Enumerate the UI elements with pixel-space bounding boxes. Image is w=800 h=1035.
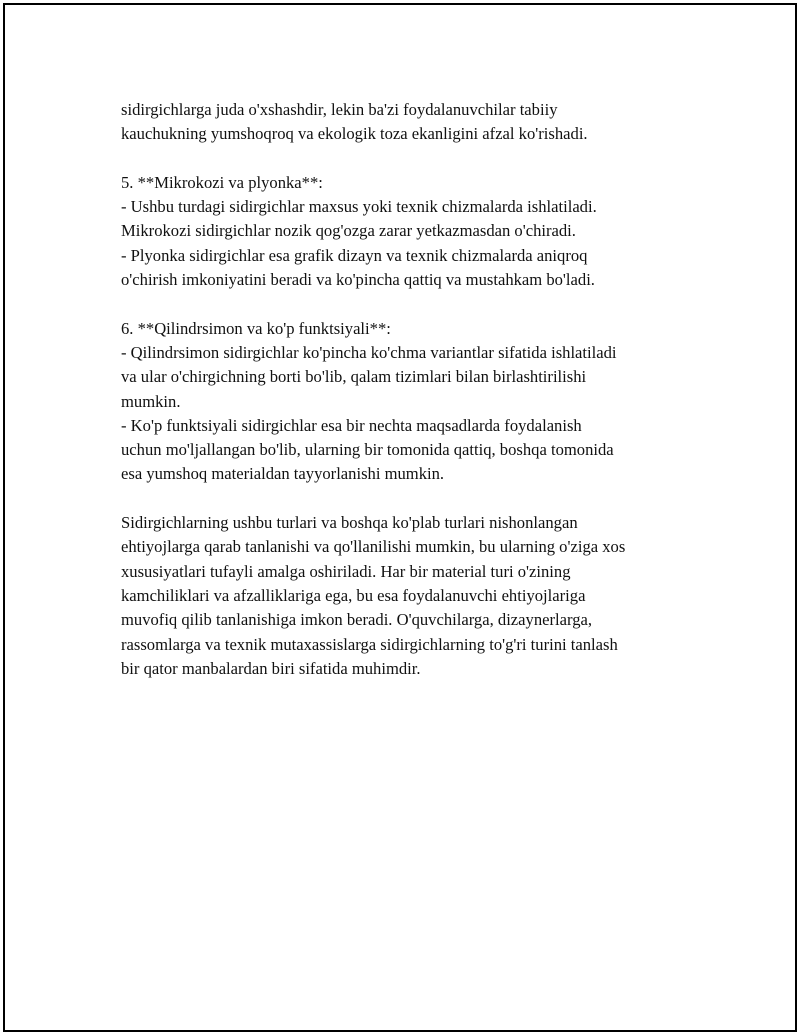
page-frame [3, 3, 797, 1032]
conclusion-paragraph [121, 511, 691, 681]
intro-paragraph [121, 98, 691, 147]
text-line: sidirgichlarga juda o'xshashdir, lekin ba'zi foydalanuvchilar tabiiy [121, 100, 558, 119]
section-5 [121, 171, 691, 292]
paragraph-spacer [121, 292, 691, 316]
text-line: ehtiyojlarga qarab tanlanishi va qo'llanilishi mumkin, bu ularning o'ziga xos [121, 537, 626, 557]
text-line: Mikrokozi sidirgichlar nozik qog'ozga zarar yetkazmasdan o'chiradi. [121, 221, 576, 241]
text-line: bir qator manbalardan biri sifatida muhimdir. [121, 658, 421, 678]
text-line: kamchiliklari va afzalliklariga ega, bu esa foydalanuvchi ehtiyojlariga [121, 585, 586, 605]
text-line: Sidirgichlarning ushbu turlari va boshqa ko'plab turlari nishonlangan [121, 513, 578, 533]
text-line: muvofiq qilib tanlanishiga imkon beradi. O'quvchilarga, dizaynerlarga, [121, 610, 593, 630]
text-line: va ular o'chirgichning borti bo'lib, qalam tizimlari bilan birlashtirilishi [121, 367, 587, 387]
text-line: kauchukning yumshoqroq va ekologik toza ekanligini afzal ko'rishadi. [121, 124, 588, 144]
text-line: - Ushbu turdagi sidirgichlar maxsus yoki texnik chizmalarda ishlatiladi. [121, 197, 597, 217]
text-line: xususiyatlari tufayli amalga oshiriladi. Har bir material turi o'zining [121, 561, 571, 581]
section-heading: 6. **Qilindrsimon va ko'p funktsiyali**: [121, 318, 391, 338]
paragraph-spacer [121, 147, 691, 171]
text-line: esa yumshoq materialdan tayyorlanishi mumkin. [121, 464, 445, 484]
text-line: - Qilindrsimon sidirgichlar ko'pincha ko'chma variantlar sifatida ishlatiladi [121, 342, 617, 362]
text-line: uchun mo'ljallangan bo'lib, ularning bir tomonida qattiq, boshqa tomonida [121, 440, 614, 460]
page-content [121, 98, 691, 681]
text-line: - Ko'p funktsiyali sidirgichlar esa bir nechta maqsadlarda foydalanish [121, 415, 582, 435]
text-line: - Plyonka sidirgichlar esa grafik dizayn va texnik chizmalarda aniqroq [121, 245, 588, 265]
text-line: mumkin. [121, 391, 181, 411]
paragraph-spacer [121, 487, 691, 511]
text-line: rassomlarga va texnik mutaxassislarga sidirgichlarning to'g'ri turini tanlash [121, 634, 618, 654]
section-heading: 5. **Mikrokozi va plyonka**: [121, 172, 323, 192]
text-line: o'chirish imkoniyatini beradi va ko'pincha qattiq va mustahkam bo'ladi. [121, 270, 595, 290]
section-6 [121, 317, 691, 487]
